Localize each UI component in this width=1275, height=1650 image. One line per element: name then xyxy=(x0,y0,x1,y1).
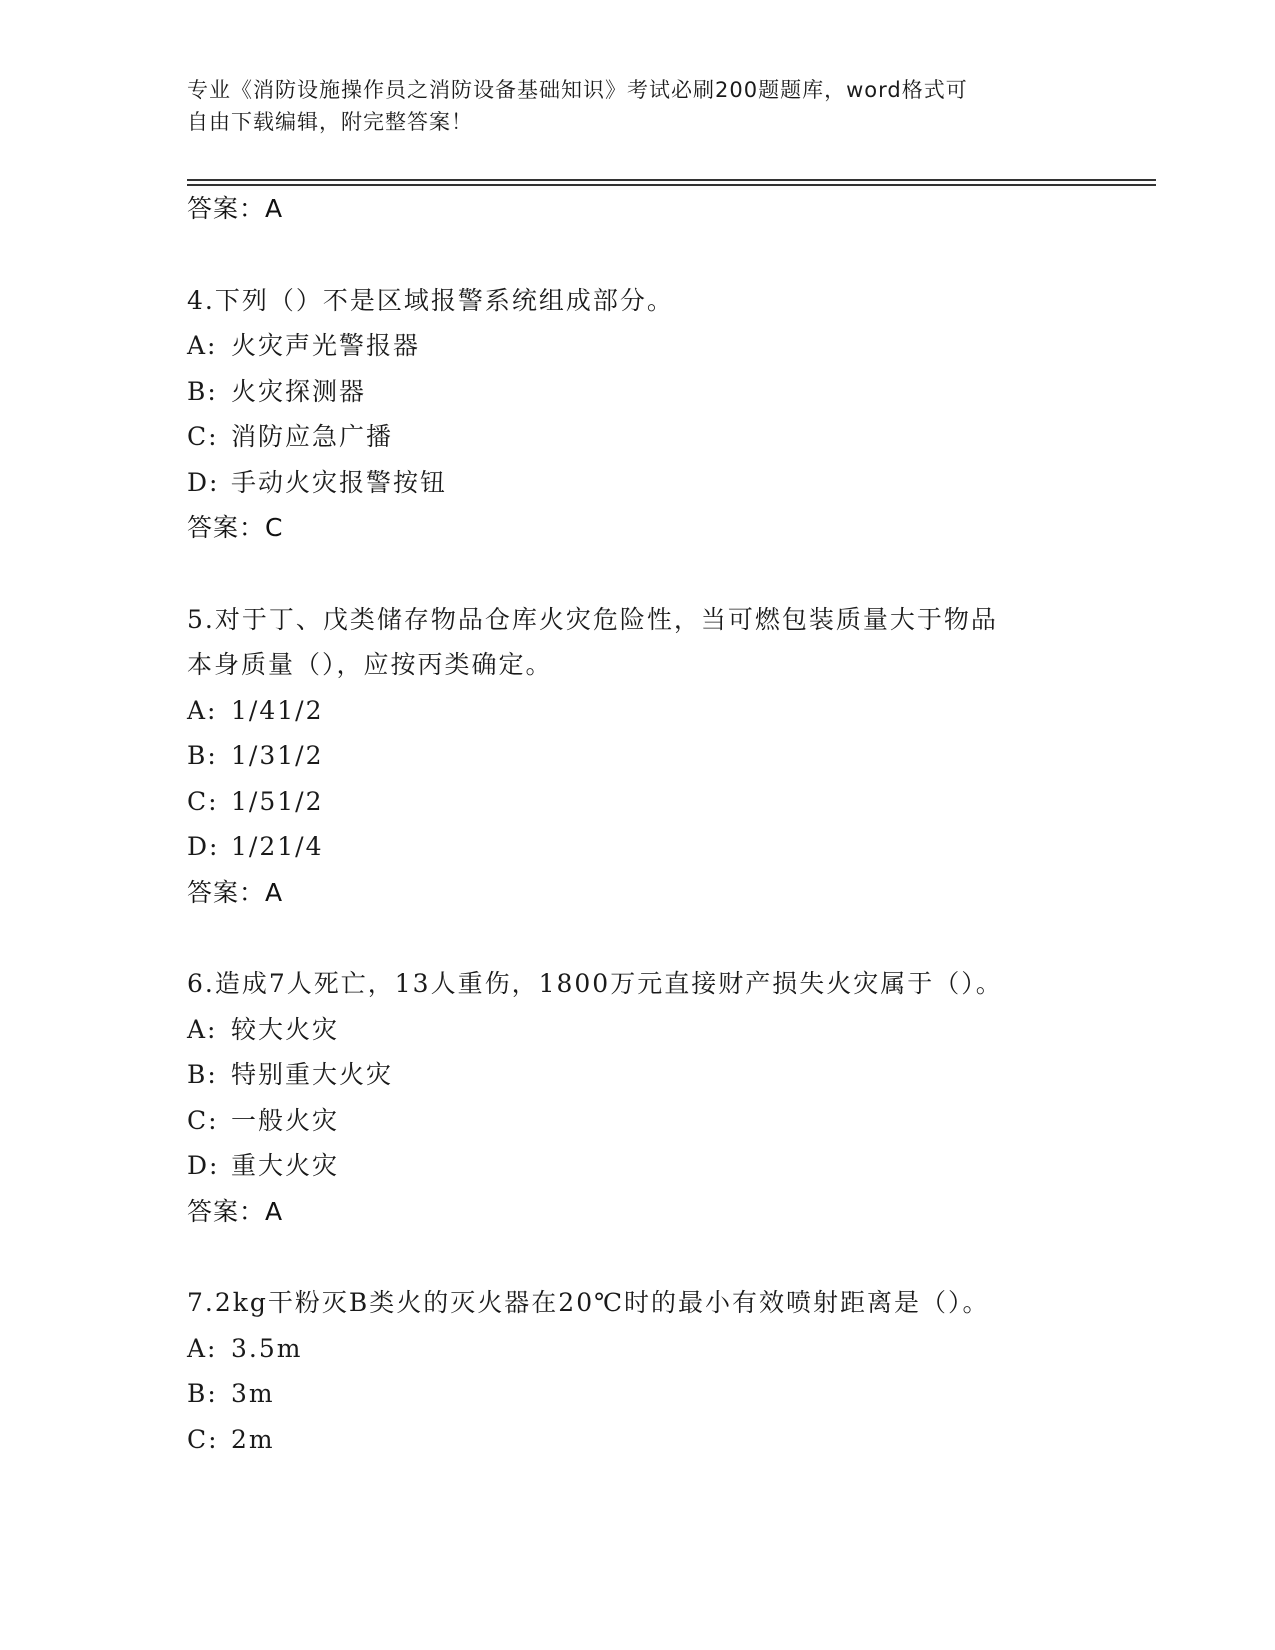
option-label: D: xyxy=(187,1151,220,1180)
document-header xyxy=(187,74,1087,138)
option-text: 一般火灾 xyxy=(231,1105,340,1135)
question-stem: 4.下列（）不是区域报警系统组成部分。 xyxy=(187,285,674,315)
option-a xyxy=(187,1326,1087,1372)
option-a xyxy=(187,323,1087,369)
option-label: C: xyxy=(187,1105,219,1135)
header-line-2: 自由下载编辑，附完整答案！ xyxy=(187,110,473,134)
question-spacer xyxy=(187,551,1087,597)
option-label: C: xyxy=(187,422,219,451)
option-d xyxy=(187,460,1087,506)
option-d xyxy=(187,824,1087,870)
option-label: B: xyxy=(187,376,218,406)
option-text: 火灾探测器 xyxy=(231,376,367,406)
answer-line: 答案：A xyxy=(187,194,284,223)
question-spacer xyxy=(187,915,1087,961)
answer-line: 答案：A xyxy=(187,1196,284,1226)
option-a xyxy=(187,688,1087,734)
option-text: 2m xyxy=(231,1424,275,1454)
option-b xyxy=(187,1371,1087,1417)
question-stem: 7.2kg干粉灭B类火的灭火器在20℃时的最小有效喷射距离是（）。 xyxy=(187,1288,990,1317)
option-d xyxy=(187,1143,1087,1189)
option-text: 重大火灾 xyxy=(231,1151,340,1180)
option-label: D: xyxy=(187,467,220,497)
question-list xyxy=(187,186,1087,1462)
option-text: 1/21/4 xyxy=(231,832,324,861)
option-b xyxy=(187,369,1087,415)
option-c xyxy=(187,1098,1087,1144)
option-c xyxy=(187,414,1087,460)
option-c xyxy=(187,779,1087,825)
option-label: C: xyxy=(187,1424,219,1454)
answer-line: 答案：A xyxy=(187,877,284,907)
option-text: 1/31/2 xyxy=(231,741,324,770)
option-b xyxy=(187,1052,1087,1098)
option-label: B: xyxy=(187,741,218,770)
option-text: 火灾声光警报器 xyxy=(231,331,421,360)
question-spacer xyxy=(187,232,1087,278)
option-c xyxy=(187,1417,1087,1463)
option-label: A: xyxy=(187,331,218,360)
option-text: 较大火灾 xyxy=(231,1014,340,1044)
option-text: 手动火灾报警按钮 xyxy=(231,467,448,497)
option-label: D: xyxy=(187,832,220,861)
question-spacer xyxy=(187,1234,1087,1280)
question-block xyxy=(187,1280,1087,1462)
option-text: 3m xyxy=(231,1379,275,1408)
question-block xyxy=(187,961,1087,1234)
option-text: 1/41/2 xyxy=(231,695,324,725)
option-label: B: xyxy=(187,1060,218,1089)
question-block xyxy=(187,597,1087,916)
option-text: 特别重大火灾 xyxy=(231,1060,394,1089)
answer-line: 答案：C xyxy=(187,513,284,542)
question-block xyxy=(187,278,1087,551)
header-divider-top xyxy=(187,179,1156,181)
option-label: B: xyxy=(187,1379,218,1408)
option-b xyxy=(187,733,1087,779)
option-label: C: xyxy=(187,786,219,816)
option-a xyxy=(187,1007,1087,1053)
option-text: 消防应急广播 xyxy=(231,422,394,451)
option-label: A: xyxy=(187,695,218,725)
option-label: A: xyxy=(187,1333,218,1363)
header-line-1: 专业《消防设施操作员之消防设备基础知识》考试必刷200题题库，word格式可 xyxy=(187,78,968,102)
option-text: 3.5m xyxy=(231,1333,303,1363)
question-stem-continued: 本身质量（），应按丙类确定。 xyxy=(187,650,553,679)
question-stem: 6.造成7人死亡，13人重伤，1800万元直接财产损失火灾属于（）。 xyxy=(187,969,1003,998)
option-label: A: xyxy=(187,1014,218,1044)
question-stem: 5.对于丁、戊类储存物品仓库火灾危险性，当可燃包装质量大于物品 xyxy=(187,604,998,634)
option-text: 1/51/2 xyxy=(231,786,324,816)
